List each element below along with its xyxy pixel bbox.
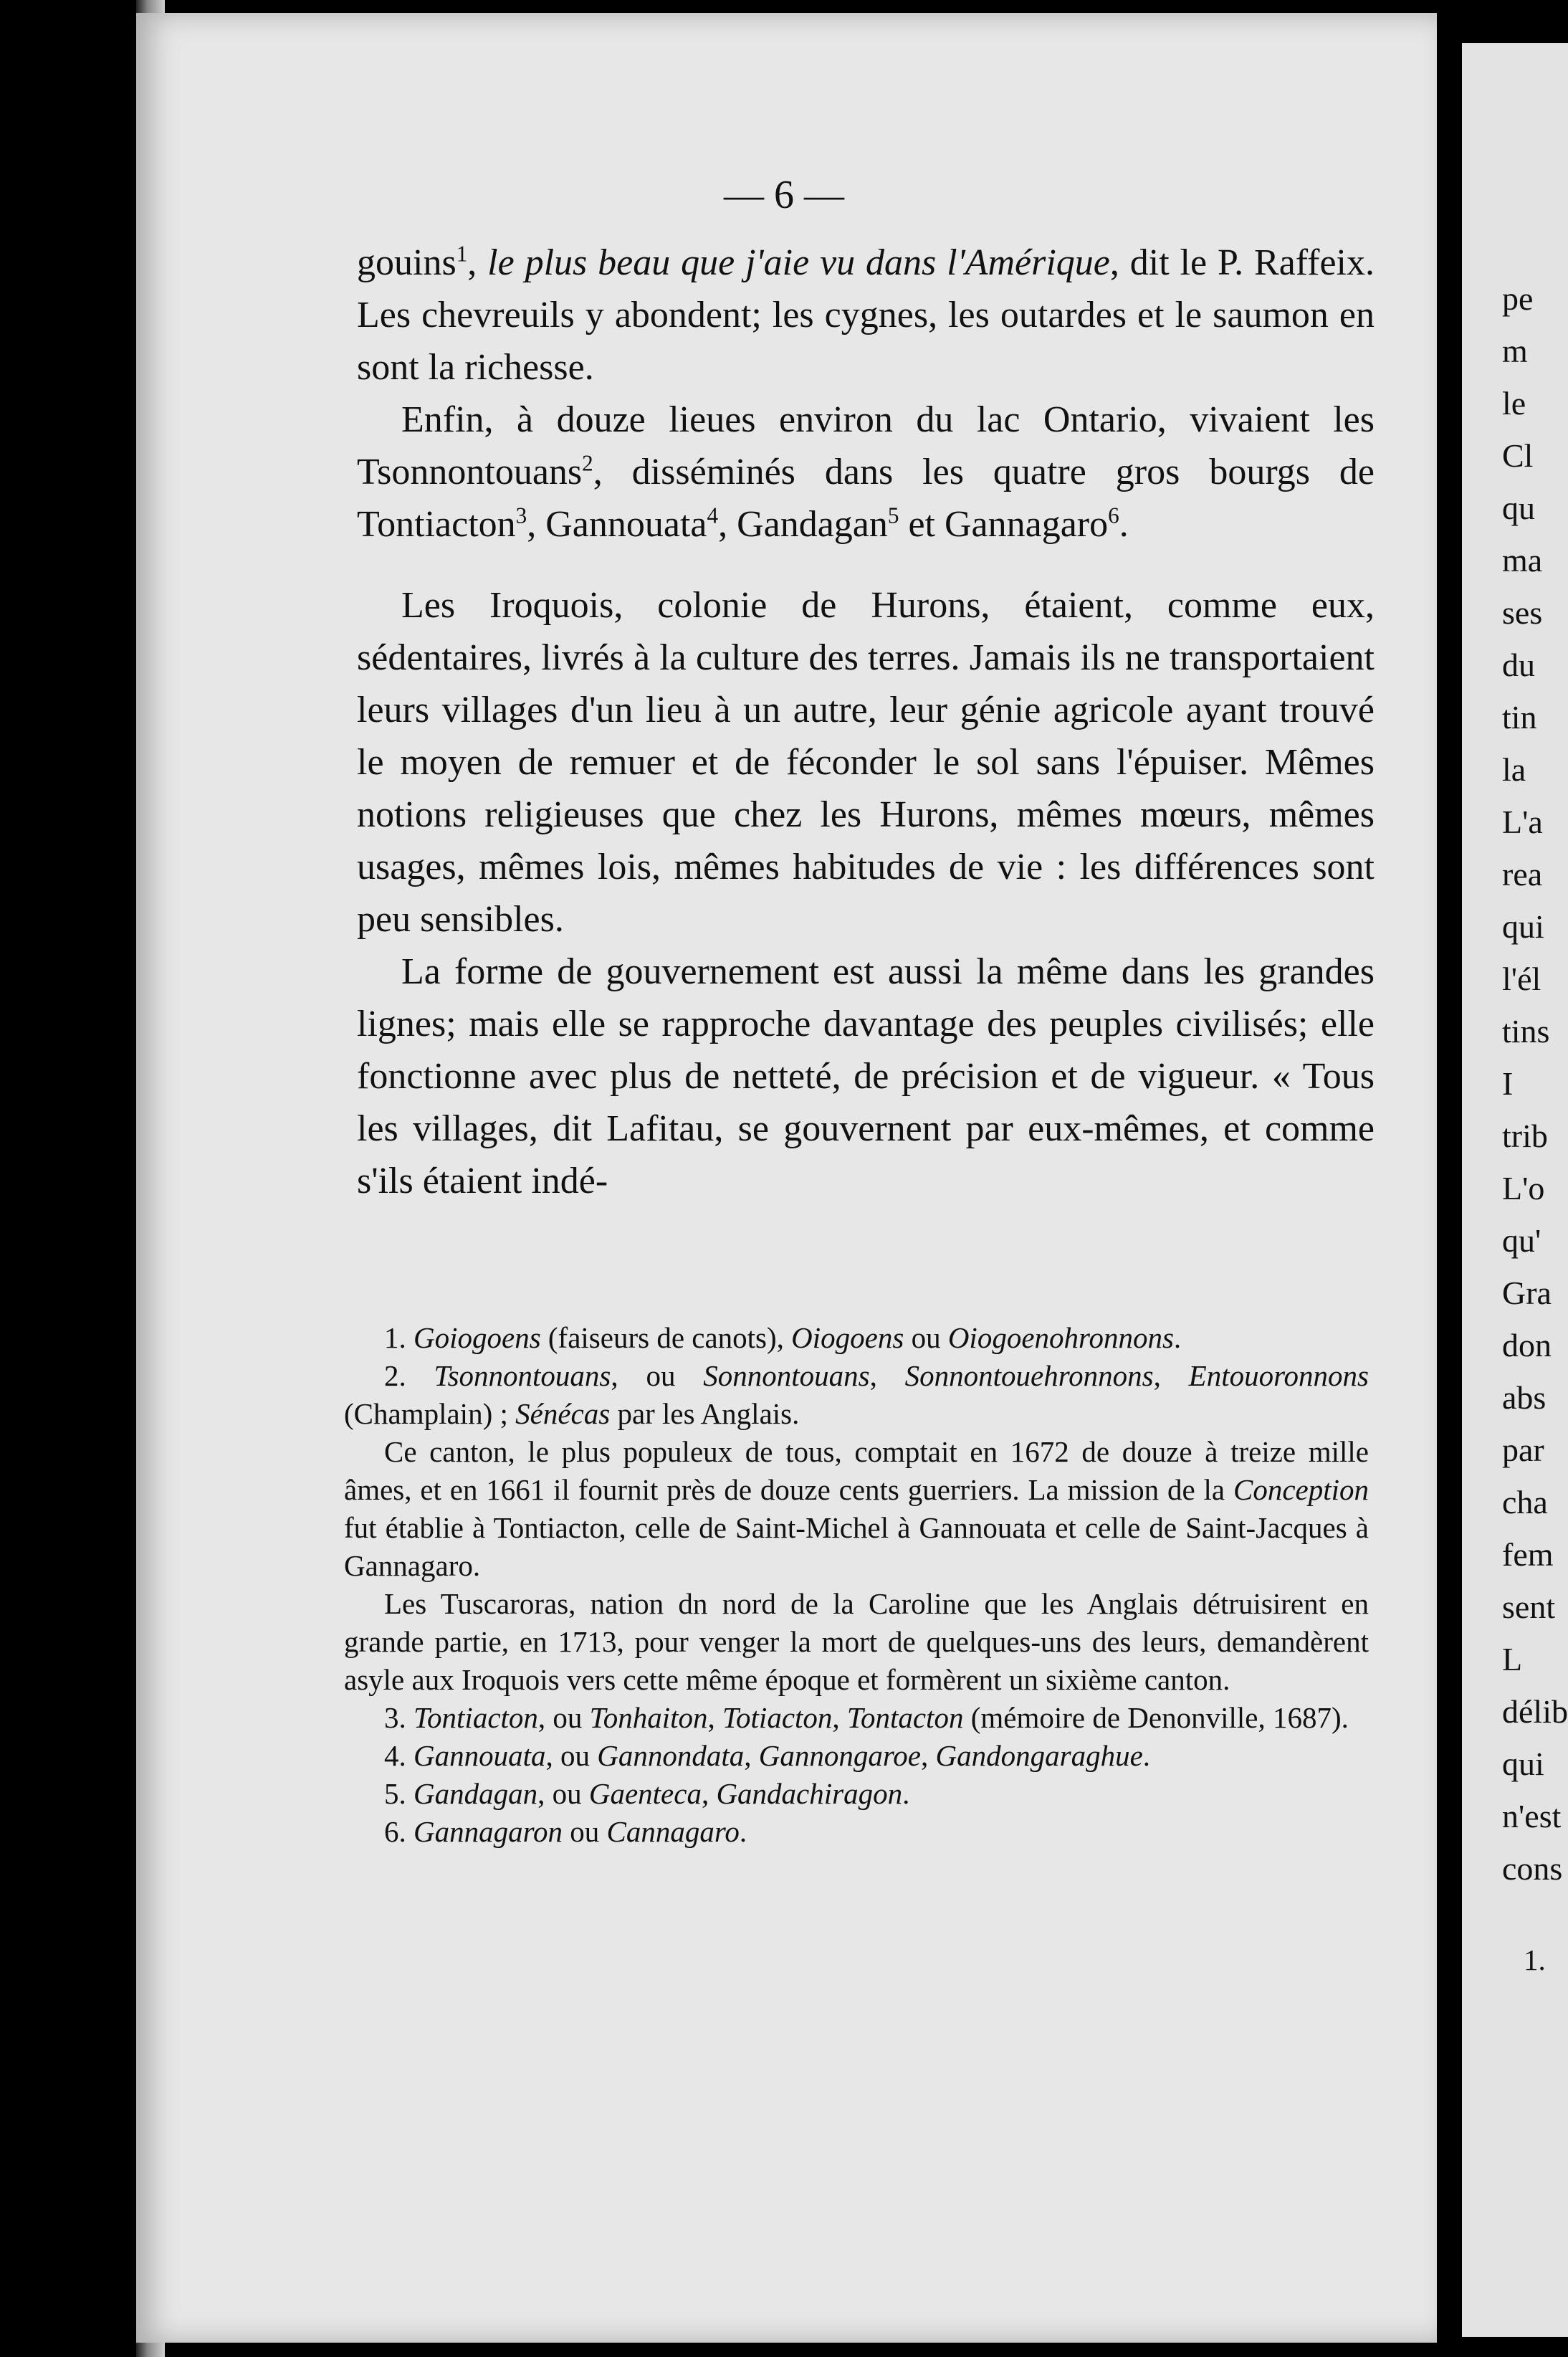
text-run: ,	[832, 1701, 847, 1734]
italic-term: Oiogoenohronnons	[947, 1321, 1174, 1354]
footnote-1	[344, 1319, 1369, 1357]
facing-page-line: I	[1502, 1065, 1514, 1102]
italic-term: Tsonnontouans	[434, 1359, 611, 1392]
facing-page-line: délib	[1502, 1693, 1568, 1730]
text-run: (mémoire de Denonville, 1687).	[963, 1701, 1349, 1734]
page-number: — 6 —	[724, 173, 844, 217]
italic-term: Tontacton	[846, 1701, 964, 1734]
facing-page-line: pe	[1502, 280, 1534, 317]
footnote-2-tuscaroras: Les Tuscaroras, nation dn nord de la Caroline que les Anglais détruisirent en grande partie, en 1713, pour venger la mort de quelques-uns des leurs, demandèrent asyle aux Iroquois vers cette même époque et formèrent un sixième canton.	[344, 1587, 1369, 1696]
facing-page-line: cons	[1502, 1850, 1563, 1887]
facing-page-line: qu	[1502, 490, 1535, 526]
text-run: gouins	[357, 242, 456, 283]
facing-page-line: don	[1502, 1327, 1552, 1363]
footnote-6	[344, 1813, 1369, 1851]
facing-page-line: rea	[1502, 856, 1543, 892]
italic-term: Totiacton	[722, 1701, 833, 1734]
facing-page-footnote: 1.	[1524, 1943, 1546, 1976]
italic-term: Goiogoens	[413, 1321, 541, 1354]
text-run: ou	[563, 1815, 607, 1848]
italic-term: Sonnontouans	[703, 1359, 870, 1392]
footnote-number: 1.	[384, 1321, 406, 1354]
text-run: et Gannagaro	[899, 504, 1109, 545]
text-run: par les Anglais.	[610, 1397, 800, 1430]
footnote-ref: 3	[515, 503, 527, 528]
text-run: ou	[904, 1321, 948, 1354]
italic-term: Gandongaraghue	[935, 1739, 1143, 1772]
facing-page-line: trib	[1502, 1118, 1548, 1154]
italic-term: Conception	[1233, 1473, 1369, 1506]
facing-page-line: n'est	[1502, 1798, 1562, 1834]
paragraph-1: gouins$^1$, le plus beau que j'aie vu dans l'Amérique, dit le P. Raffeix. Les chevreuils y abondent; les cygnes, les outardes et le saumon en sont la richesse.	[357, 241, 1375, 388]
footnote-ref: 1	[456, 241, 468, 267]
text-run: ,	[869, 1359, 905, 1392]
text-run: (Champlain) ;	[344, 1397, 516, 1430]
italic-term: Gandachiragon	[716, 1777, 903, 1810]
facing-page-line: L'a	[1502, 804, 1543, 840]
text-run: .	[1173, 1321, 1182, 1354]
facing-page-line: L	[1502, 1641, 1523, 1677]
footnote-ref: 2	[582, 450, 593, 476]
main-text	[357, 237, 1375, 1207]
italic-term: Tontiacton	[413, 1701, 538, 1734]
italic-term: Entouoronnons	[1188, 1359, 1369, 1392]
footnote-2	[344, 1357, 1369, 1433]
footnote-number: 2.	[384, 1359, 406, 1392]
text-run: .	[739, 1815, 747, 1848]
footnote-number: 5.	[384, 1777, 406, 1810]
footnote-ref: 4	[707, 503, 719, 528]
facing-page-line: tins	[1502, 1013, 1550, 1049]
italic-term: Oiogoens	[791, 1321, 904, 1354]
footnote-4	[344, 1737, 1369, 1775]
text-run: , ou	[537, 1777, 589, 1810]
facing-page-text	[1502, 272, 1568, 1895]
facing-page-line: ses	[1502, 594, 1543, 631]
text-run: .	[1119, 504, 1129, 545]
text-run: Enfin, à douze lieues environ du lac Ontario, vivaient les Tsonnontouans	[357, 399, 1375, 492]
text-run: ,	[701, 1777, 717, 1810]
facing-page-line: ma	[1502, 542, 1543, 578]
footnote-number: 4.	[384, 1739, 406, 1772]
italic-term: Gandagan	[413, 1777, 538, 1810]
text-run: , ou	[537, 1701, 590, 1734]
facing-page-line: la	[1502, 751, 1526, 788]
paragraph-4: La forme de gouvernement est aussi la même dans les grandes lignes; mais elle se rapproche davantage des peuples civilisés; elle fonctionne avec plus de netteté, de précision et de vigueur. « Tous les villages, dit Lafitau, se gouvernent par eux-mêmes, et comme s'ils étaient indé-	[357, 951, 1375, 1201]
footnote-ref: 5	[887, 503, 899, 528]
text-run: .	[902, 1777, 910, 1810]
footnotes	[344, 1319, 1369, 1851]
text-run: , ou	[611, 1359, 704, 1392]
text-run: .	[1142, 1739, 1151, 1772]
facing-page-line: l'él	[1502, 961, 1541, 997]
text-run: , Gannouata	[527, 504, 707, 545]
paragraph-3: Les Iroquois, colonie de Hurons, étaient, comme eux, sédentaires, livrés à la culture des terres. Jamais ils ne transportaient leurs villages d'un lieu à un autre, leur génie agricole ayant trouvé le moyen de remuer et de féconder le sol sans l'épuiser. Mêmes notions religieuses que chez les Hurons, mêmes mœurs, mêmes usages, mêmes lois, mêmes habitudes de vie : les différences sont peu sensibles.	[357, 585, 1375, 940]
footnote-number: 3.	[384, 1701, 406, 1734]
quoted-phrase: le plus beau que j'aie vu dans l'Amérique	[487, 242, 1110, 283]
text-run: ,	[707, 1701, 722, 1734]
facing-page-line: le	[1502, 385, 1526, 422]
facing-page-line: Cl	[1502, 437, 1534, 474]
italic-term: Cannagaro	[606, 1815, 740, 1848]
text-run: fut établie à Tontiacton, celle de Saint-Michel à Gannouata et celle de Saint-Jacques à Gannagaro.	[344, 1511, 1369, 1582]
text-run: ,	[921, 1739, 936, 1772]
facing-page-line: abs	[1502, 1379, 1547, 1416]
text-run: (faiseurs de canots),	[540, 1321, 792, 1354]
footnote-3	[344, 1699, 1369, 1737]
text-run: ,	[1153, 1359, 1189, 1392]
footnote-2-continued	[344, 1433, 1369, 1585]
italic-term: Gannongaroe	[758, 1739, 921, 1772]
facing-page-line: tin	[1502, 699, 1537, 735]
facing-page-line: qu'	[1502, 1222, 1541, 1259]
italic-term: Gaenteca	[588, 1777, 702, 1810]
facing-page-line: du	[1502, 647, 1535, 683]
italic-term: Tonhaiton	[589, 1701, 708, 1734]
facing-page-line: sent	[1502, 1589, 1556, 1625]
facing-page-line: cha	[1502, 1484, 1548, 1520]
facing-page-line: qui	[1502, 1746, 1544, 1782]
text-run: , disséminés dans les quatre gros bourgs de Tontiacton	[357, 452, 1375, 545]
text-run: ,	[744, 1739, 759, 1772]
text-run: Ce canton, le plus populeux de tous, comptait en 1672 de douze à treize mille âmes, et en 1661 il fournit près de douze cents guerriers. La mission de la	[344, 1435, 1369, 1506]
italic-term: Sonnontouehronnons	[904, 1359, 1154, 1392]
italic-term: Gannondata	[597, 1739, 745, 1772]
facing-page-line: fem	[1502, 1536, 1554, 1573]
italic-term: Sénécas	[515, 1397, 611, 1430]
footnote-ref: 6	[1108, 503, 1119, 528]
facing-page-line: m	[1502, 333, 1528, 369]
italic-term: Gannouata	[413, 1739, 546, 1772]
text-run: , dit le P. Raffeix. Les chevreuils y abondent; les cygnes, les outardes et le saumon en sont la richesse.	[357, 242, 1375, 388]
text-run: , ou	[545, 1739, 598, 1772]
facing-page-line: par	[1502, 1432, 1544, 1468]
footnote-number: 6.	[384, 1815, 406, 1848]
facing-page-line: L'o	[1502, 1170, 1545, 1206]
facing-page-line: Gra	[1502, 1275, 1552, 1311]
text-run: , Gandagan	[718, 504, 888, 545]
paragraph-2	[357, 394, 1375, 551]
facing-page-line: qui	[1502, 908, 1544, 945]
footnote-5	[344, 1775, 1369, 1813]
italic-term: Gannagaron	[413, 1815, 563, 1848]
